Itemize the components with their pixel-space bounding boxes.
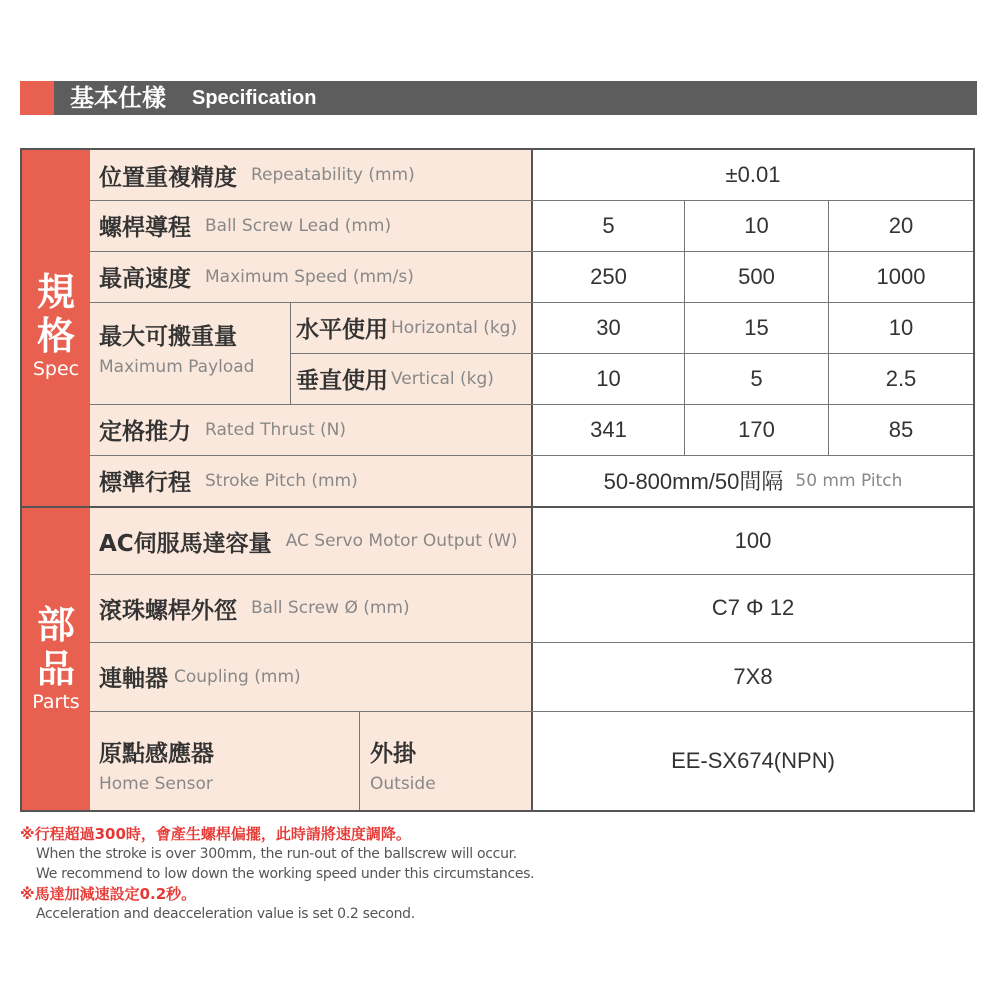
note-1-line-1: When the stroke is over 300mm, the run-out of the ballscrew will occur. bbox=[36, 846, 517, 862]
stroke-value-cn: 50-800mm/50間隔 bbox=[603, 469, 784, 494]
note-2-title: ※馬達加減速設定0.2秒。 bbox=[20, 885, 197, 903]
motor-label-en: AC Servo Motor Output (W) bbox=[285, 531, 518, 551]
note-1-title: ※行程超過300時，會產生螺桿偏擺，此時請將速度調降。 bbox=[20, 825, 411, 843]
coupling-value: 7X8 bbox=[733, 663, 773, 689]
row-motor-label bbox=[90, 508, 531, 574]
horizontal-label-cn: 水平使用 bbox=[296, 317, 388, 343]
speed-label-en: Maximum Speed (mm/s) bbox=[205, 266, 414, 287]
row-payload-label bbox=[90, 302, 290, 404]
footnotes bbox=[20, 824, 980, 924]
header-accent-block bbox=[20, 81, 54, 115]
row-ballscrew-label bbox=[90, 574, 531, 642]
row-stroke-label bbox=[90, 455, 531, 506]
parts-label-cn-2: 品 bbox=[36, 647, 75, 691]
sensor-label-en: Home Sensor bbox=[99, 774, 213, 794]
motor-value: 100 bbox=[734, 528, 772, 553]
repeatability-label-en: Repeatability (mm) bbox=[251, 165, 415, 185]
speed-label-cn: 最高速度 bbox=[99, 266, 191, 292]
lead-value: 20 bbox=[888, 212, 914, 238]
ballscrew-label-en: Ball Screw Ø (mm) bbox=[251, 598, 410, 618]
vertical-label-en: Vertical (kg) bbox=[391, 368, 494, 389]
repeatability-value: ±0.01 bbox=[725, 162, 781, 187]
spec-label-en: Spec bbox=[32, 358, 80, 380]
payload-horizontal-label bbox=[290, 302, 531, 353]
payload-vertical-value: 2.5 bbox=[885, 365, 917, 391]
section-parts-label bbox=[22, 508, 90, 810]
thrust-label-en: Rated Thrust (N) bbox=[205, 419, 347, 440]
thrust-value: 85 bbox=[888, 416, 914, 442]
payload-vertical-value: 10 bbox=[596, 365, 621, 391]
stroke-value bbox=[533, 455, 973, 506]
row-coupling-label bbox=[90, 642, 531, 711]
stroke-value-en: 50 mm Pitch bbox=[795, 470, 903, 491]
repeatability-label-cn: 位置重複精度 bbox=[99, 164, 237, 191]
spec-label-cn-1: 規 bbox=[36, 270, 75, 314]
payload-horizontal-value: 30 bbox=[596, 314, 621, 340]
parts-label-en: Parts bbox=[32, 691, 80, 713]
note-1-line-2: We recommend to low down the working speed under this circumstances. bbox=[36, 866, 535, 882]
speed-value: 250 bbox=[590, 263, 627, 289]
row-thrust-label bbox=[90, 404, 531, 455]
thrust-value: 170 bbox=[738, 416, 775, 442]
sensor-mount-en: Outside bbox=[370, 774, 436, 794]
header-title-cn: 基本仕樣 bbox=[70, 84, 166, 112]
payload-vertical-value: 5 bbox=[750, 365, 763, 391]
section-header bbox=[20, 81, 977, 115]
payload-horizontal-value: 15 bbox=[744, 314, 769, 340]
row-sensor-label bbox=[90, 711, 359, 810]
thrust-label-cn: 定格推力 bbox=[99, 419, 191, 445]
payload-label-en: Maximum Payload bbox=[99, 357, 255, 377]
lead-value: 10 bbox=[744, 212, 769, 238]
vertical-label-cn: 垂直使用 bbox=[296, 368, 388, 394]
row-lead-label bbox=[90, 200, 531, 251]
speed-value: 1000 bbox=[876, 263, 926, 289]
sensor-mount-cn: 外掛 bbox=[370, 741, 416, 767]
stroke-label-en: Stroke Pitch (mm) bbox=[205, 470, 358, 491]
ballscrew-value: C7 Φ 12 bbox=[711, 595, 795, 620]
parts-label-cn-1: 部 bbox=[36, 603, 75, 647]
note-2-line-1: Acceleration and deacceleration value is set 0.2 second. bbox=[36, 906, 415, 922]
payload-vertical-label bbox=[290, 353, 531, 404]
sensor-mount-label bbox=[360, 711, 531, 810]
motor-label-cn: AC伺服馬達容量 bbox=[99, 530, 272, 557]
payload-label-cn: 最大可搬重量 bbox=[99, 324, 237, 350]
sensor-label-cn: 原點感應器 bbox=[99, 741, 214, 767]
coupling-label-en: Coupling (mm) bbox=[174, 666, 301, 687]
lead-value: 5 bbox=[602, 212, 615, 238]
coupling-label-cn: 連軸器 bbox=[99, 666, 168, 692]
spec-table bbox=[20, 148, 975, 812]
spec-label-cn-2: 格 bbox=[36, 314, 75, 358]
row-speed-label bbox=[90, 251, 531, 302]
lead-label-cn: 螺桿導程 bbox=[99, 215, 191, 241]
payload-horizontal-value: 10 bbox=[888, 314, 914, 340]
stroke-label-cn: 標準行程 bbox=[99, 470, 191, 496]
sensor-value: EE-SX674(NPN) bbox=[671, 747, 835, 773]
row-repeatability-label bbox=[90, 150, 531, 200]
header-title-en: Specification bbox=[192, 87, 317, 109]
lead-label-en: Ball Screw Lead (mm) bbox=[205, 215, 392, 236]
ballscrew-label-cn: 滾珠螺桿外徑 bbox=[99, 597, 237, 624]
thrust-value: 341 bbox=[590, 416, 627, 442]
horizontal-label-en: Horizontal (kg) bbox=[391, 317, 518, 338]
speed-value: 500 bbox=[738, 263, 775, 289]
section-spec-label bbox=[22, 150, 90, 508]
